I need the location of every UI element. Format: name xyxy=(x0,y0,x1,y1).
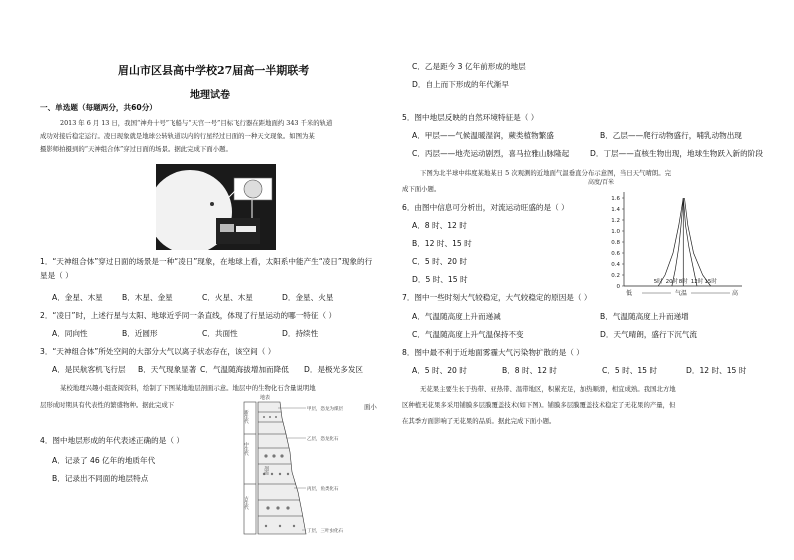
stratum-note: 丙层，鱼类化石 xyxy=(307,487,339,492)
strata-diagram xyxy=(240,392,368,538)
stratum-note: 丁层，三叶虫化石 xyxy=(307,529,343,534)
q5-option-a[interactable]: A．甲层——气候温暖湿润，蕨类植物繁盛 xyxy=(412,131,554,140)
q7-option-c[interactable]: C．气温随高度上升气温保持不变 xyxy=(412,330,524,339)
q4-option-c[interactable]: C．乙是距今 3 亿年前形成的地层 xyxy=(412,62,526,71)
series-label: 20时 xyxy=(665,279,679,285)
q7-option-b[interactable]: B．气温随高度上升而递增 xyxy=(600,312,689,321)
stratum-note: 乙层，恐龙化石 xyxy=(307,437,339,442)
q1-option-c[interactable]: C．火星、木星 xyxy=(202,293,253,302)
q6-option-b[interactable]: B．12 时、15 时 xyxy=(412,239,472,248)
q3-option-b[interactable]: B．天气现象显著 xyxy=(138,365,197,374)
y-tick-label: 1.2 xyxy=(611,218,620,224)
q5-stem: 5．图中地层反映的自然环境特征是（ ） xyxy=(402,113,539,122)
q8-option-a[interactable]: A．5 时、20 时 xyxy=(412,366,467,375)
q5-option-b[interactable]: B．乙层——爬行动物盛行，哺乳动物出现 xyxy=(600,131,742,140)
strata-intro: 面小 xyxy=(364,403,377,411)
q3-stem: 3．“天神组合体”所处空间的大部分大气以离子状态存在，该空间（ ） xyxy=(40,347,276,356)
temperature-profile-chart xyxy=(588,178,748,298)
q8-stem: 8．图中最不利于近地面雾霾大气污染物扩散的是（ ） xyxy=(402,348,584,357)
q4-stem: 4．图中地层形成的年代表述正确的是（ ） xyxy=(40,436,184,445)
series-label: 15时 xyxy=(704,279,717,285)
fig-intro: 成下面小题。 xyxy=(402,185,441,193)
strata-top-label: 地表 xyxy=(260,395,271,401)
q3-option-d[interactable]: D．是极光多发区 xyxy=(304,365,364,374)
q8-option-b[interactable]: B．8 时、12 时 xyxy=(502,366,557,375)
series-line xyxy=(683,198,697,286)
q6-option-d[interactable]: D．5 时、15 时 xyxy=(412,275,468,284)
q2-option-b[interactable]: B．近圆形 xyxy=(122,329,158,338)
era-label: 中生代 xyxy=(243,442,249,456)
page-subtitle: 地理试卷 xyxy=(190,90,230,101)
x-axis-label: 气温 xyxy=(674,290,688,297)
q6-stem: 6．由图中信息可分析出，对流运动旺盛的是（ ） xyxy=(402,203,569,212)
q4-option-b[interactable]: B．记录出不同面的地层特点 xyxy=(52,474,149,483)
q7-stem: 7．图中一些时刻大气较稳定，大气较稳定的原因是（ ） xyxy=(402,293,592,302)
y-tick-label: 1.4 xyxy=(611,207,620,213)
q1-option-a[interactable]: A．金星、木星 xyxy=(52,293,103,302)
strata-intro: 某校地理兴趣小组查阅资料，绘制了下图某地地层剖面示意。地层中的生物化石含量说明地 xyxy=(60,384,316,392)
strata-center-label: 剖面 xyxy=(263,466,269,475)
series-label: 5时 xyxy=(653,279,663,285)
x-low-label: 低 xyxy=(626,290,633,297)
q2-option-d[interactable]: D．持续性 xyxy=(282,329,319,338)
y-tick-label: 0 xyxy=(616,284,620,290)
era-label: 古生代 xyxy=(243,496,249,510)
section-heading: 一、单选题（每题两分，共60分） xyxy=(40,103,157,112)
fig-passage: 无花果主要生长于热带、亚热带、温带地区，积累充足，加热顺滑，相宜成熟。我国北方地 xyxy=(420,385,676,393)
y-tick-label: 0.4 xyxy=(611,262,620,268)
q1-stem: 1．“天神组合体”穿过日面的场景是一种“凌日”现象，在地球上看，太阳系中能产生“凌日”现象的行 xyxy=(40,257,373,266)
q1-option-d[interactable]: D．金星、火星 xyxy=(282,293,334,302)
q6-option-a[interactable]: A．8 时、12 时 xyxy=(412,221,467,230)
x-high-label: 高 xyxy=(732,290,739,297)
q1-option-b[interactable]: B．木星、金星 xyxy=(122,293,173,302)
fig-passage: 在其季方面影响了无花果的品质。据此完成下面小题。 xyxy=(402,417,556,425)
q2-option-a[interactable]: A．同向性 xyxy=(52,329,88,338)
series-line xyxy=(672,198,683,286)
intro-line: 摄影师拍摄到的“天神组合体”穿过日面的场景。据此完成下面小题。 xyxy=(40,145,232,153)
y-tick-label: 0.6 xyxy=(611,251,620,257)
era-label: 新生代 xyxy=(243,410,249,424)
page-title: 眉山市区县高中学校27届高一半期联考 xyxy=(118,64,310,77)
fig-intro: 下图为北半球中纬度某地某日 5 次观测的近地面气温垂直分布示意图，当日天气晴朗。完 xyxy=(420,169,671,177)
q5-option-d[interactable]: D．丁层——直核生物出现，地球生物跃入新的阶段 xyxy=(590,149,763,158)
y-tick-label: 0.2 xyxy=(611,273,620,279)
q5-option-c[interactable]: C．丙层——地壳运动剧烈，喜马拉雅山脉隆起 xyxy=(412,149,570,158)
q3-option-a[interactable]: A．是民航客机飞行层 xyxy=(52,365,126,374)
q4-option-d[interactable]: D．自上而下形成的年代渐早 xyxy=(412,80,509,89)
series-label: 12时 xyxy=(690,279,704,285)
q6-option-c[interactable]: C．5 时、20 时 xyxy=(412,257,467,266)
stratum-note: 甲层，恐龙为煤层 xyxy=(307,407,343,412)
intro-line: 2013 年 6 月 13 日，我国“神舟十号”飞船与“天宫一号”目标飞行器在距地面约 343 千米的轨道 xyxy=(60,119,333,127)
q3-option-c[interactable]: C．气温随海拔增加而降低 xyxy=(200,365,289,374)
intro-line: 成功对接后稳定运行。凌日现象就是地球公转轨道以内的行星经过日面的一种天文现象。如图为某 xyxy=(40,132,315,140)
series-label: 8时 xyxy=(678,279,688,285)
y-tick-label: 0.8 xyxy=(611,240,620,246)
q7-option-d[interactable]: D．天气晴朗，盛行下沉气流 xyxy=(600,330,697,339)
q8-option-c[interactable]: C．5 时、15 时 xyxy=(602,366,657,375)
fig-passage: 区种植无花果多采用铺膜多层膜覆盖技术(如下图)。铺膜多层膜覆盖技术稳定了无花果的产量，但 xyxy=(402,401,676,409)
q2-option-c[interactable]: C．共面性 xyxy=(202,329,238,338)
y-tick-label: 1.6 xyxy=(611,196,620,202)
transit-photo xyxy=(156,164,276,250)
q1-stem-cont: 星是（ ） xyxy=(40,271,73,280)
q8-option-d[interactable]: D．12 时、15 时 xyxy=(686,366,747,375)
q4-option-a[interactable]: A．记录了 46 亿年的地质年代 xyxy=(52,456,156,465)
y-axis-label: 高度/百米 xyxy=(588,179,615,186)
q7-option-a[interactable]: A．气温随高度上升而递减 xyxy=(412,312,501,321)
q2-stem: 2．“凌日”时，上述行星与太阳、地球近乎同一条直线，体现了行星运动的哪一特征（ ） xyxy=(40,311,337,320)
strata-intro: 层形成时期具有代表性的繁盛物种。据此完成下 xyxy=(40,401,175,409)
y-tick-label: 1.0 xyxy=(611,229,620,235)
